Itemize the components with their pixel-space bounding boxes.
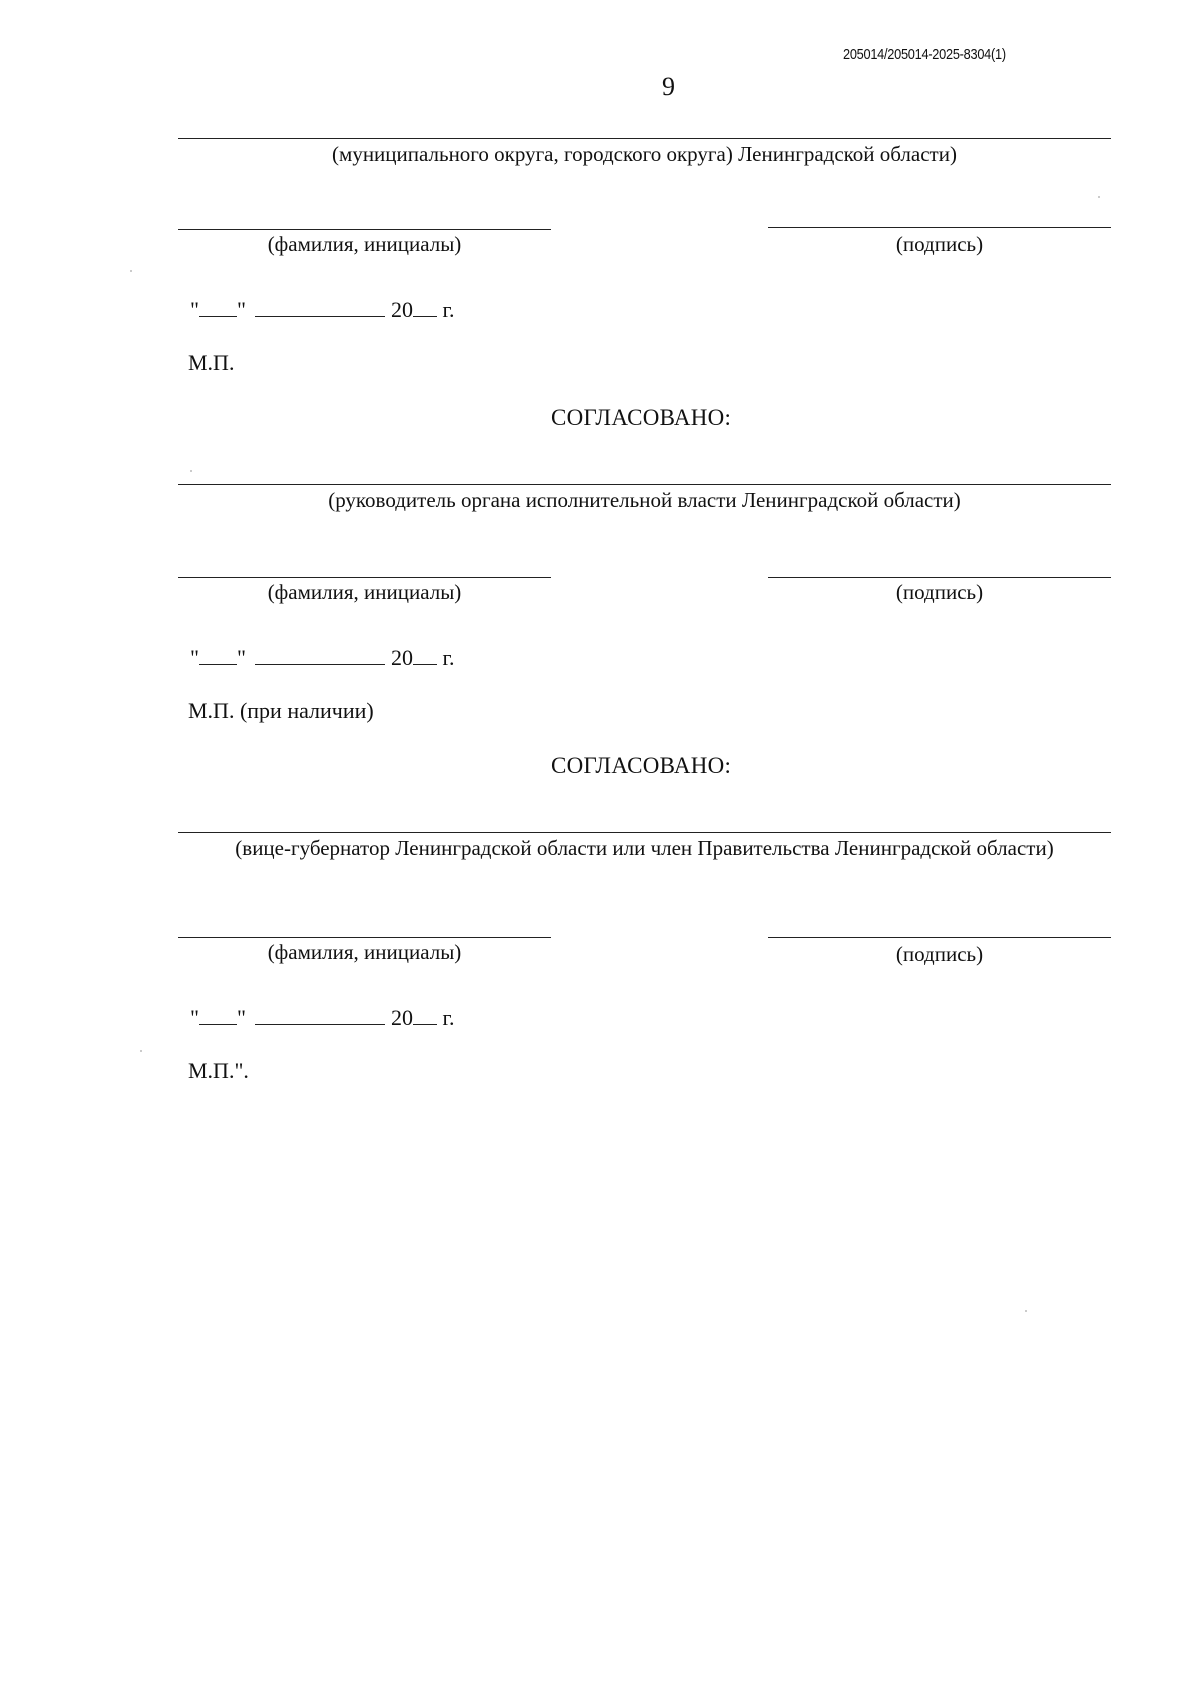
date-close-quote: " [236, 297, 246, 322]
signature-line-2 [768, 577, 1111, 578]
approval-heading-2: СОГЛАСОВАНО: [551, 405, 732, 430]
signature-line-3 [768, 937, 1111, 938]
day-blank [199, 296, 237, 317]
date-suffix: г. [442, 1005, 455, 1030]
org-caption-1: (муниципального округа, городского округа) Ленинградской области) [332, 142, 957, 166]
scan-speck [1098, 196, 1100, 198]
date-year: 20 [390, 1005, 413, 1030]
day-blank [199, 1004, 237, 1025]
name-caption-1: (фамилия, инициалы) [267, 232, 462, 256]
date-close-quote: " [236, 645, 246, 670]
org-line-2 [178, 484, 1111, 485]
org-line-3 [178, 832, 1111, 833]
signature-caption-1: (подпись) [895, 232, 984, 256]
date-suffix: г. [442, 645, 455, 670]
scan-speck [190, 470, 192, 472]
stamp-label-3: М.П.". [188, 1058, 249, 1083]
signature-line-1 [768, 227, 1111, 228]
signature-caption-2: (подпись) [895, 580, 984, 604]
name-caption-2: (фамилия, инициалы) [267, 580, 462, 604]
date-close-quote: " [236, 1005, 246, 1030]
month-blank [255, 1004, 385, 1025]
page-number: 9 [662, 72, 675, 101]
stamp-label-1: М.П. [188, 350, 235, 375]
scan-speck [1025, 1310, 1027, 1312]
year-blank [413, 296, 437, 317]
date-row-1 [190, 296, 455, 323]
name-caption-3: (фамилия, инициалы) [267, 940, 462, 964]
date-open-quote: " [190, 1005, 199, 1030]
date-year: 20 [390, 297, 413, 322]
org-caption-3: (вице-губернатор Ленинградской области или член Правительства Ленинградской области) [235, 836, 1054, 860]
stamp-label-2: М.П. (при наличии) [188, 698, 374, 723]
date-suffix: г. [442, 297, 455, 322]
date-row-2 [190, 644, 455, 671]
day-blank [199, 644, 237, 665]
org-caption-2: (руководитель органа исполнительной власти Ленинградской области) [328, 488, 961, 512]
month-blank [255, 644, 385, 665]
scan-speck [130, 270, 132, 272]
name-line-1 [178, 229, 551, 230]
date-open-quote: " [190, 297, 199, 322]
month-blank [255, 296, 385, 317]
scan-speck [140, 1050, 142, 1052]
year-blank [413, 1004, 437, 1025]
date-row-3 [190, 1004, 455, 1031]
org-line-1 [178, 138, 1111, 139]
date-year: 20 [390, 645, 413, 670]
document-id: 205014/205014-2025-8304(1) [843, 46, 1006, 63]
approval-heading-3: СОГЛАСОВАНО: [551, 753, 732, 778]
date-open-quote: " [190, 645, 199, 670]
name-line-3 [178, 937, 551, 938]
signature-caption-3: (подпись) [895, 942, 984, 966]
year-blank [413, 644, 437, 665]
name-line-2 [178, 577, 551, 578]
